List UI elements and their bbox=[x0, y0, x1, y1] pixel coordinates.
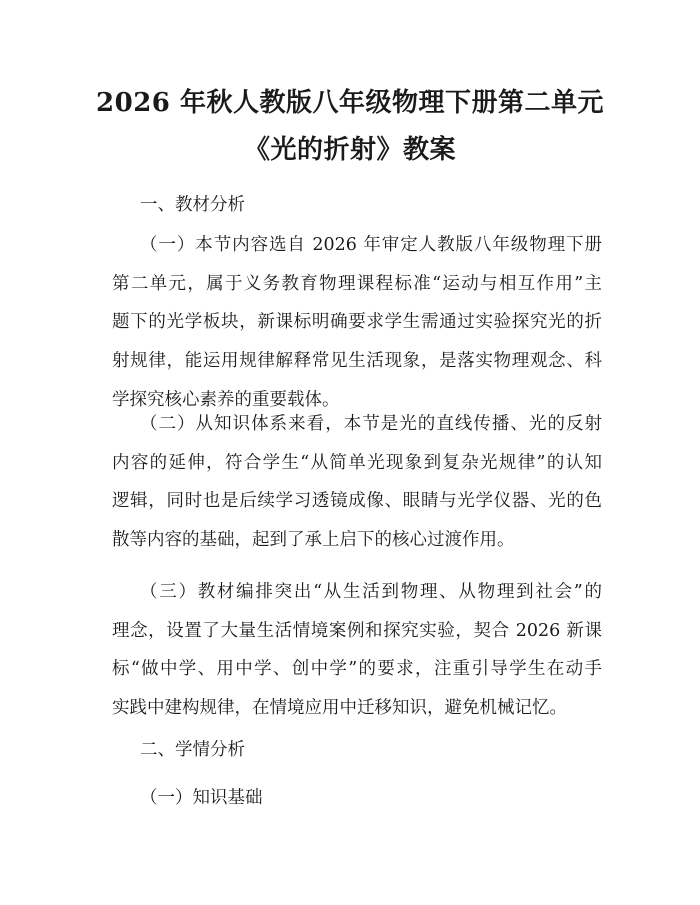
paragraph-line: 学探究核心素养的重要载体。 bbox=[112, 389, 340, 410]
paragraph-line: 射规律，能运用规律解释常见生活现象，是落实物理观念、科 bbox=[112, 351, 602, 372]
paragraph-line: 理念，设置了大量生活情境案例和探究实验，契合 2026 新课 bbox=[112, 620, 602, 641]
paragraph-1 bbox=[112, 226, 602, 419]
document-title-line-2: 《光的折射》教案 bbox=[243, 135, 456, 165]
paragraph-line: 第二单元，属于义务教育物理课程标准“运动与相互作用”主 bbox=[112, 273, 602, 294]
paragraph-3 bbox=[112, 573, 602, 728]
section-heading-student-analysis: 二、学情分析 bbox=[140, 740, 245, 760]
paragraph-line: 题下的光学板块，新课标明确要求学生需通过实验探究光的折 bbox=[112, 312, 602, 333]
section-heading-textbook-analysis: 一、教材分析 bbox=[140, 195, 245, 215]
paragraph-line: 标“做中学、用中学、创中学”的要求，注重引导学生在动手 bbox=[112, 659, 602, 680]
paragraph-line: 散等内容的基础，起到了承上启下的核心过渡作用。 bbox=[112, 530, 515, 551]
paragraph-line: （三）教材编排突出“从生活到物理、从物理到社会”的 bbox=[140, 582, 602, 602]
paragraph-line: （一）本节内容选自 2026 年审定人教版八年级物理下册 bbox=[140, 235, 602, 255]
paragraph-line: 内容的延伸，符合学生“从简单光现象到复杂光规律”的认知 bbox=[112, 452, 602, 473]
paragraph-line: 逻辑，同时也是后续学习透镜成像、眼睛与光学仪器、光的色 bbox=[112, 491, 602, 512]
document-title-line-1: 2026 年秋人教版八年级物理下册第二单元 bbox=[96, 88, 604, 118]
paragraph-line: （二）从知识体系来看，本节是光的直线传播、光的反射 bbox=[140, 414, 602, 434]
subsection-heading-knowledge-base: （一）知识基础 bbox=[140, 788, 263, 808]
paragraph-line: 实践中建构规律，在情境应用中迁移知识，避免机械记忆。 bbox=[112, 698, 567, 719]
paragraph-2 bbox=[112, 405, 602, 560]
